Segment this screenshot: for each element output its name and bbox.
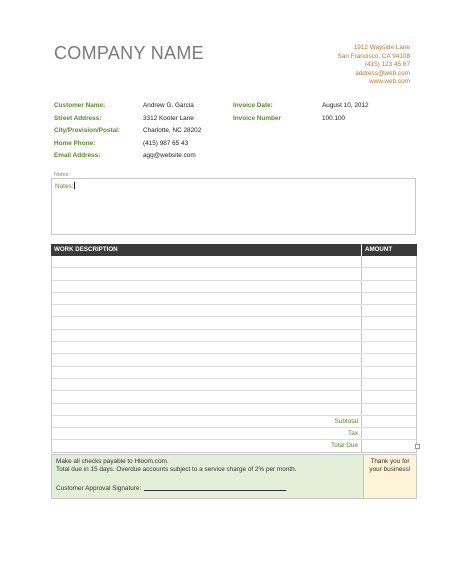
- payment-due-terms: Total due in 15 days. Overdue accounts subject to a service charge of 2% per month.: [56, 466, 297, 474]
- tax-row: [52, 428, 416, 440]
- table-row[interactable]: [52, 268, 416, 280]
- payment-terms: [52, 455, 364, 498]
- table-row[interactable]: [52, 281, 416, 293]
- resize-handle-icon[interactable]: [415, 444, 420, 449]
- city-label: City/Provision/Postal:: [54, 127, 121, 134]
- amount-cell[interactable]: [362, 317, 416, 328]
- description-cell[interactable]: [52, 342, 362, 353]
- amount-cell[interactable]: [362, 404, 416, 415]
- signature-row: [56, 484, 363, 493]
- address-line: San Francisco, CA 94108: [337, 52, 410, 60]
- amount-cell[interactable]: [362, 354, 416, 365]
- table-row[interactable]: [52, 404, 416, 416]
- street-address-label: Street Address:: [54, 115, 102, 122]
- description-cell[interactable]: [52, 281, 362, 292]
- table-row[interactable]: [52, 367, 416, 379]
- notes-label: Notes:: [55, 183, 74, 190]
- work-table: [51, 244, 417, 453]
- home-phone-value: (415) 987 65 43: [143, 140, 189, 147]
- tax-label: Tax: [52, 428, 362, 439]
- description-cell[interactable]: [52, 256, 362, 267]
- home-phone-label: Home Phone:: [54, 140, 96, 147]
- notes-caption: Notes:: [54, 172, 70, 178]
- subtotal-amount[interactable]: [362, 416, 416, 427]
- table-row[interactable]: [52, 391, 416, 403]
- description-cell[interactable]: [52, 379, 362, 390]
- thank-you-line: your business!: [369, 466, 411, 474]
- tax-amount[interactable]: [362, 428, 416, 439]
- table-row[interactable]: [52, 330, 416, 342]
- total-due-label: Total Due: [52, 440, 362, 451]
- description-cell[interactable]: [52, 293, 362, 304]
- amount-cell[interactable]: [362, 342, 416, 353]
- customer-name-label: Customer Name:: [54, 102, 106, 109]
- amount-header: AMOUNT: [361, 244, 417, 256]
- description-cell[interactable]: [52, 391, 362, 402]
- invoice-number-value: 100.100: [322, 115, 346, 122]
- thank-you-line: Thank you for: [370, 458, 410, 465]
- amount-cell[interactable]: [362, 281, 416, 292]
- invoice-date-value: August 10, 2012: [322, 102, 369, 109]
- total-due-amount[interactable]: [362, 440, 416, 451]
- email-value: agg@website.com: [143, 152, 196, 159]
- table-row[interactable]: [52, 256, 416, 268]
- table-row[interactable]: [52, 293, 416, 305]
- amount-cell[interactable]: [362, 367, 416, 378]
- amount-cell[interactable]: [362, 330, 416, 341]
- invoice-date-label: Invoice Date:: [233, 102, 273, 109]
- subtotal-row: [52, 416, 416, 428]
- table-row[interactable]: [52, 342, 416, 354]
- amount-cell[interactable]: [362, 256, 416, 267]
- table-row[interactable]: [52, 379, 416, 391]
- description-cell[interactable]: [52, 305, 362, 316]
- customer-name-value: Andrew G. Garcia: [143, 102, 194, 109]
- amount-cell[interactable]: [362, 293, 416, 304]
- description-cell[interactable]: [52, 404, 362, 415]
- invoice-footer: [51, 454, 417, 499]
- table-row[interactable]: [52, 354, 416, 366]
- email-label: Email Address:: [54, 152, 101, 159]
- amount-cell[interactable]: [362, 268, 416, 279]
- thank-you-box: [364, 455, 416, 498]
- description-cell[interactable]: [52, 354, 362, 365]
- signature-line[interactable]: [144, 484, 286, 491]
- work-description-header: WORK DESCRIPTION: [54, 246, 118, 253]
- email-line: address@web.com: [355, 69, 410, 77]
- amount-cell[interactable]: [362, 391, 416, 402]
- description-cell[interactable]: [52, 317, 362, 328]
- amount-cell[interactable]: [362, 379, 416, 390]
- table-body: [51, 256, 417, 453]
- phone-line: (415) 123 45 67: [364, 61, 410, 69]
- company-address: [338, 44, 410, 87]
- website-line: www.web.com: [369, 78, 410, 86]
- table-header: [51, 244, 417, 256]
- table-row[interactable]: [52, 317, 416, 329]
- city-value: Charlotte, NC 28202: [143, 127, 202, 134]
- table-row[interactable]: [52, 305, 416, 317]
- company-name: COMPANY NAME: [54, 43, 204, 63]
- signature-label: Customer Approval Signature:: [56, 484, 142, 492]
- description-cell[interactable]: [52, 268, 362, 279]
- address-line: 1912 Wayside Lane: [353, 44, 410, 51]
- description-cell[interactable]: [52, 330, 362, 341]
- invoice-number-label: Invoice Number: [233, 115, 281, 122]
- description-cell[interactable]: [52, 367, 362, 378]
- amount-cell[interactable]: [362, 305, 416, 316]
- payment-instruction: Make all checks payable to Hloom.com.: [56, 458, 169, 465]
- subtotal-label: Subtotal: [52, 416, 362, 427]
- total-due-row: [52, 440, 416, 452]
- notes-field[interactable]: [51, 178, 416, 235]
- street-address-value: 3312 Kooter Lane: [143, 115, 194, 122]
